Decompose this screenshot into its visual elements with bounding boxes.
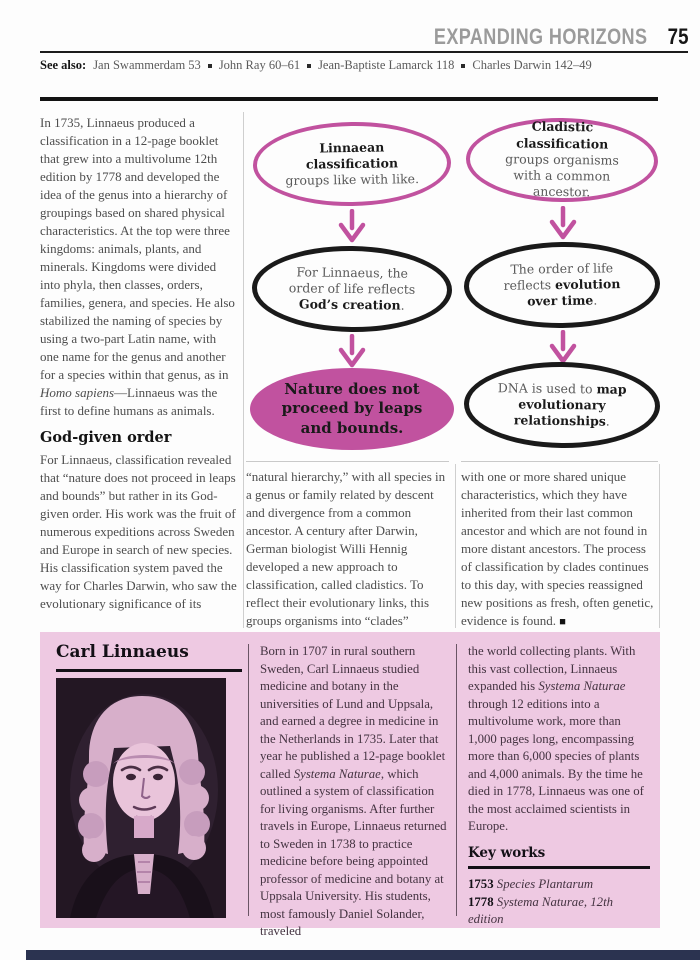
- arrow-down-icon: [337, 334, 367, 368]
- node-bold-text: Linnaean classification: [305, 139, 399, 172]
- node-text: .: [593, 292, 598, 308]
- node-bold-text: evolution over time: [527, 276, 621, 309]
- node-text: .: [605, 413, 610, 429]
- key-works-heading: Key works: [468, 844, 546, 861]
- bullet-square-icon: [461, 64, 465, 68]
- see-also-ref[interactable]: Charles Darwin 142–49: [472, 58, 592, 72]
- article-column-2: [246, 468, 448, 628]
- arrow-down-icon: [548, 330, 578, 364]
- see-also-bar: [40, 58, 688, 73]
- node-text: For Linnaeus, the order of life reflects: [288, 263, 416, 297]
- diagram-node-dna-relationships: [463, 361, 660, 449]
- column-divider: [455, 464, 456, 628]
- column-divider: [659, 464, 660, 628]
- bullet-square-icon: [307, 64, 311, 68]
- key-works-rule: [468, 866, 650, 869]
- paragraph: “natural hierarchy,” with all species in a genus or family related by descent and divergence from a common ancestor. A century after Darwin, German biologist Willi Hennig developed a new approach to classification, called cladistics. To reflect their evolutionary links, this groups organisms into “clades”: [246, 469, 446, 628]
- page-number: 75: [667, 24, 688, 49]
- node-text: DNA is used to: [497, 379, 597, 397]
- running-head: [387, 24, 688, 50]
- paragraph: [40, 114, 238, 420]
- body-text: through 12 editions into a multivolume work, more than 1,000 pages long, encompassing more than 6,000 species of plants and 4,000 animals. By the time he died in 1778, Linnaeus was one of the most acclaimed scientists in Europe.: [468, 696, 644, 833]
- node-bold-text: Cladistic classification: [516, 119, 609, 152]
- header-rule: [40, 51, 688, 53]
- content-top-rule: [40, 97, 658, 101]
- species-name-italic: Homo sapiens: [40, 385, 115, 400]
- bio-column-divider: [456, 644, 457, 916]
- bio-column-divider: [248, 644, 249, 916]
- biography-title: Carl Linnaeus: [56, 642, 189, 662]
- end-of-article-marker: ■: [559, 616, 566, 628]
- diagram-node-linnaean-classification: [252, 121, 451, 208]
- key-work-title: Systema Naturae, 12th edition: [468, 894, 614, 926]
- article-column-3: [461, 468, 658, 628]
- bio-column-2: [468, 643, 650, 929]
- linnaeus-portrait-image: [56, 678, 226, 918]
- next-page-edge: [26, 950, 700, 960]
- key-work-item: [468, 894, 650, 929]
- arrow-down-icon: [337, 209, 367, 243]
- diagram-node-nature-no-leaps: [250, 368, 454, 450]
- node-text: groups organisms with a common ancestor.: [505, 151, 619, 200]
- key-work-item: [468, 876, 650, 894]
- paragraph: [461, 468, 658, 631]
- bio-column-1: [260, 643, 448, 941]
- article-column-1: [40, 114, 238, 628]
- node-bold-text: Nature does not proceed by leaps and bounds.: [281, 380, 423, 437]
- body-text: with one or more shared unique characteristics, which they have inherited from their last common ancestor and which are not found in more distant ancestors. The process of classification by clades continues to this day, with species reassigned new positions as fresh, often genetic, evidence is found.: [461, 469, 654, 628]
- diagram-bottom-rule: [246, 461, 449, 462]
- diagram-node-cladistic-classification: [465, 117, 658, 203]
- key-work-year: 1778: [468, 894, 494, 909]
- see-also-ref[interactable]: John Ray 60–61: [218, 58, 301, 72]
- biography-box: [40, 632, 660, 938]
- node-bold-text: God’s creation: [298, 296, 401, 313]
- see-also-ref[interactable]: Jean-Baptiste Lamarck 118: [318, 58, 455, 72]
- node-text: groups like with like.: [285, 171, 420, 189]
- node-bold-text: map evolutionary relationships: [513, 381, 627, 429]
- book-title-italic: Systema Naturae: [538, 679, 626, 693]
- diagram-node-evolution-over-time: [463, 241, 660, 330]
- node-text: .: [400, 297, 405, 313]
- see-also-ref[interactable]: Jan Swammerdam 53: [93, 58, 201, 72]
- biography-title-rule: [56, 669, 242, 672]
- key-work-year: 1753: [468, 877, 494, 891]
- arrow-down-icon: [548, 206, 578, 240]
- paragraph: [468, 643, 650, 836]
- key-work-title: Species Plantarum: [496, 877, 594, 891]
- body-text: the world collecting plants. With this vast collection, Linnaeus expanded his: [468, 644, 636, 693]
- body-text: —Linnaeus was the first to define humans as animals.: [40, 385, 218, 418]
- body-text: In 1735, Linnaeus produced a classification in a 12-page booklet that grew into a multivolume 12th edition by 1778 and developed the idea of the genus into a hierarchy of groupings based on shared physical characteristics. At the top were three kingdoms: animals, plants, and minerals. Kingdoms were divided into phyla, then classes, orders, families, genera, and species. He also stabilized the naming of species by using a two-part Latin name, with one name for the genus and another for a species within that genus, as in: [40, 115, 235, 382]
- diagram-bottom-rule: [461, 461, 658, 462]
- node-text: The order of life reflects: [503, 259, 614, 293]
- section-subheading: God-given order: [40, 429, 172, 446]
- book-title-italic: Systema Naturae: [293, 766, 381, 781]
- paragraph: [260, 643, 448, 941]
- section-title: EXPANDING HORIZONS: [433, 24, 648, 49]
- paragraph: For Linnaeus, classification revealed that “nature does not proceed in leaps and bounds” but rather in its God-given order. His work was the fruit of numerous expeditions across Sweden and Europe in search of new species. His classification system paved the way for Charles Darwin, who saw the evolutionary significance of its: [40, 452, 237, 611]
- see-also-label: See also:: [40, 58, 87, 72]
- column-divider: [243, 112, 244, 628]
- body-text: , which outlined a system of classification for living organisms. After further travels in Europe, Linnaeus returned to Sweden in 1738 to practice medicine before being appointed professor of medicine and botany at Uppsala University. His students, most famously Daniel Solander, traveled: [260, 766, 447, 938]
- bullet-square-icon: [208, 64, 212, 68]
- body-text: Born in 1707 in rural southern Sweden, Carl Linnaeus studied medicine and botany in the universities of Lund and Uppsala, and earned a degree in medicine in the Netherlands in 1735. Later that year he published a 12-page booklet called: [260, 644, 446, 781]
- diagram-node-gods-creation: [251, 245, 452, 333]
